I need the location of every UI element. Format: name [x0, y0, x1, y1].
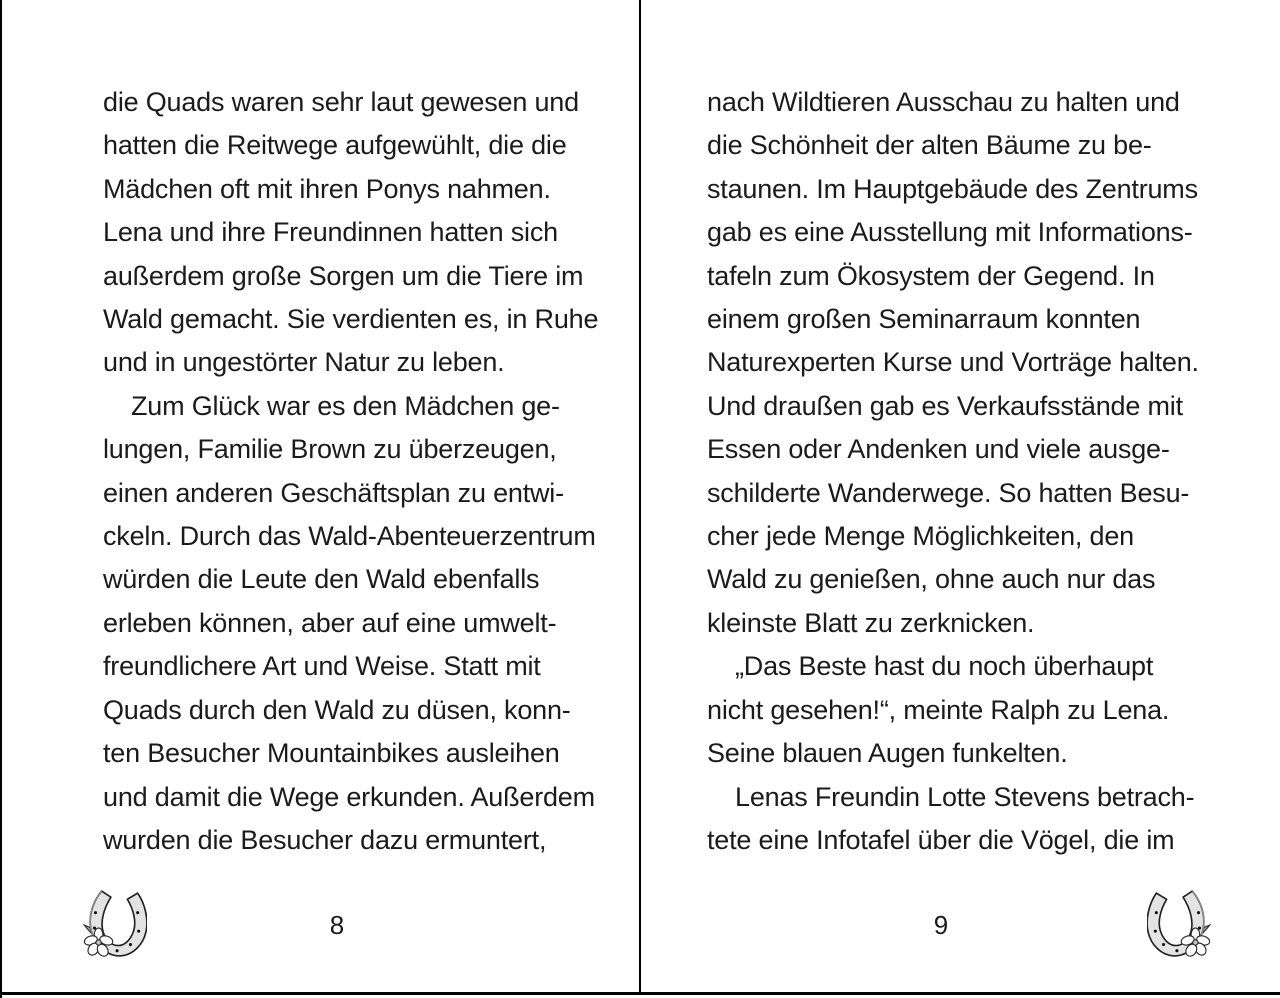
page-left-text: [103, 81, 663, 862]
text-line: Mädchen oft mit ihren Ponys nahmen.: [103, 173, 551, 204]
spine-divider: [639, 0, 641, 993]
text-line: und damit die Wege erkunden. Außerdem: [103, 781, 595, 812]
page-right-text: [707, 81, 1267, 862]
text-line: hatten die Reitwege aufgewühlt, die die: [103, 130, 567, 161]
text-line: Naturexperten Kurse und Vorträge halten.: [707, 347, 1199, 378]
text-line: nach Wildtieren Ausschau zu halten und: [707, 87, 1180, 117]
text-line: die Quads waren sehr laut gewesen und: [103, 87, 579, 117]
page-number-left: 8: [329, 910, 345, 940]
text-line: außerdem große Sorgen um die Tiere im: [103, 260, 584, 291]
text-line: und in ungestörter Natur zu leben.: [103, 347, 505, 378]
text-line: Quads durch den Wald zu düsen, konn-: [103, 694, 571, 725]
text-line: die Schönheit der alten Bäume zu be-: [707, 130, 1152, 161]
text-line: tete eine Infotafel über die Vögel, die im: [707, 824, 1175, 855]
bottom-page-edge: [0, 992, 1280, 995]
text-line: einem großen Seminarraum konnten: [707, 304, 1141, 335]
text-line: tafeln zum Ökosystem der Gegend. In: [707, 260, 1155, 291]
text-line: cher jede Menge Möglichkeiten, den: [707, 521, 1134, 552]
text-line: Seine blauen Augen funkelten.: [707, 738, 1068, 769]
text-line: Wald zu genießen, ohne auch nur das: [707, 564, 1156, 595]
text-line: wurden die Besucher dazu ermuntert,: [103, 824, 547, 855]
text-line: gab es eine Ausstellung mit Informations-: [707, 217, 1193, 248]
text-line: würden die Leute den Wald ebenfalls: [103, 564, 540, 595]
text-line: ckeln. Durch das Wald-Abenteuerzentrum: [103, 521, 596, 552]
text-line: ten Besucher Mountainbikes ausleihen: [103, 738, 560, 769]
page-number-right: 9: [933, 910, 949, 940]
text-line: lungen, Familie Brown zu überzeugen,: [103, 434, 557, 465]
text-line: Zum Glück war es den Mädchen ge-: [131, 390, 560, 421]
text-line: Essen oder Andenken und viele ausge-: [707, 434, 1170, 465]
text-line: nicht gesehen!“, meinte Ralph zu Lena.: [707, 694, 1170, 725]
text-line: einen anderen Geschäftsplan zu entwi-: [103, 477, 564, 508]
text-line: kleinste Blatt zu zerknicken.: [707, 607, 1035, 638]
text-line: staunen. Im Hauptgebäude des Zentrums: [707, 173, 1198, 204]
text-line: Wald gemacht. Sie verdienten es, in Ruhe: [103, 304, 599, 335]
text-line: „Das Beste hast du noch überhaupt: [735, 651, 1154, 682]
horseshoe-flower-mirrored-icon: [1147, 889, 1213, 961]
text-line: freundlichere Art und Weise. Statt mit: [103, 651, 541, 682]
text-line: Und draußen gab es Verkaufsstände mit: [707, 390, 1183, 421]
text-line: Lenas Freundin Lotte Stevens betrach-: [735, 781, 1195, 812]
text-line: erleben können, aber auf eine umwelt-: [103, 607, 557, 638]
text-line: schilderte Wanderwege. So hatten Besu-: [707, 477, 1190, 508]
page-edge-left: [0, 0, 2, 998]
horseshoe-flower-icon: [81, 889, 147, 961]
text-line: Lena und ihre Freundinnen hatten sich: [103, 217, 558, 248]
